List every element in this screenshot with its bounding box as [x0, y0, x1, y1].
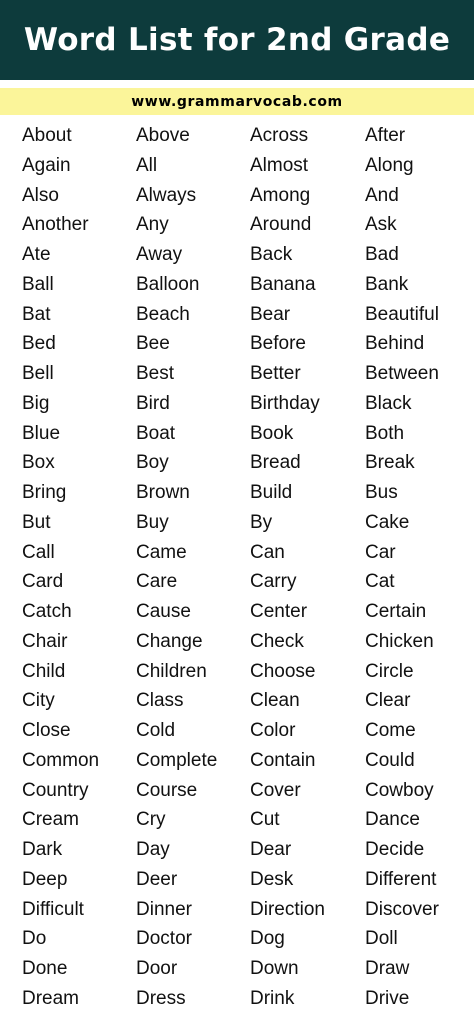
word-cell: Ball	[22, 273, 54, 295]
word-cell: Cold	[136, 720, 176, 741]
word-cell: Draw	[365, 958, 410, 979]
word-cell: By	[250, 511, 273, 533]
word-cell: Bus	[365, 482, 398, 503]
word-cell: Also	[22, 184, 59, 206]
word-cell: Door	[136, 958, 178, 979]
word-cell: Dinner	[136, 898, 192, 920]
word-row	[0, 835, 474, 865]
word-cell: Bird	[136, 392, 170, 414]
word-cell: Dog	[250, 928, 285, 950]
word-cell: Doll	[365, 928, 398, 950]
word-cell: Came	[136, 541, 187, 563]
word-row	[0, 240, 474, 270]
word-cell: Drive	[365, 987, 410, 1009]
word-cell: Banana	[250, 273, 316, 295]
word-cell: Almost	[250, 154, 309, 176]
word-cell: Can	[250, 541, 285, 563]
word-cell: Chair	[22, 630, 68, 652]
word-cell: After	[365, 125, 406, 146]
word-cell: Ate	[22, 244, 51, 265]
word-cell: Change	[136, 630, 203, 652]
word-cell: Card	[22, 571, 64, 593]
word-cell: Child	[22, 660, 66, 682]
word-cell: Decide	[365, 839, 425, 860]
word-cell: Balloon	[136, 273, 200, 295]
word-cell: Bat	[22, 303, 51, 325]
word-cell: Different	[365, 868, 437, 890]
word-cell: Cat	[365, 571, 395, 593]
word-cell: Beautiful	[365, 303, 439, 325]
word-cell: Bread	[250, 452, 301, 474]
word-cell: Above	[136, 125, 190, 146]
word-cell: Cowboy	[365, 779, 434, 801]
word-row	[0, 300, 474, 330]
word-cell: Deep	[22, 868, 68, 890]
word-cell: But	[22, 511, 51, 533]
word-cell: Brown	[136, 482, 190, 503]
word-row	[0, 210, 474, 240]
word-cell: Ask	[365, 214, 397, 236]
word-cell: Choose	[250, 660, 316, 682]
word-cell: Chicken	[365, 630, 434, 652]
word-cell: Carry	[250, 571, 297, 593]
word-row	[0, 329, 474, 359]
word-cell: Dance	[365, 809, 420, 831]
word-cell: Down	[250, 958, 299, 979]
source-url: www.grammarvocab.com	[131, 93, 343, 110]
word-cell: Done	[22, 958, 68, 979]
word-cell: Dream	[22, 987, 80, 1009]
word-cell: Beach	[136, 303, 190, 325]
word-cell: Cake	[365, 511, 410, 533]
word-cell: Car	[365, 541, 396, 563]
word-cell: Along	[365, 154, 414, 176]
word-cell: Again	[22, 154, 71, 176]
word-cell: Difficult	[22, 898, 84, 920]
word-cell: Bed	[22, 333, 56, 355]
word-row	[0, 538, 474, 568]
word-cell: About	[22, 125, 72, 146]
word-cell: Dark	[22, 839, 63, 860]
word-cell: Do	[22, 928, 47, 950]
word-row	[0, 121, 474, 151]
word-cell: Boy	[136, 452, 169, 474]
word-cell: Both	[365, 422, 405, 444]
word-cell: Course	[136, 779, 198, 801]
word-cell: Break	[365, 452, 415, 474]
word-cell: Clean	[250, 690, 300, 712]
word-cell: Common	[22, 749, 100, 771]
url-banner	[0, 88, 474, 115]
word-cell: Discover	[365, 898, 439, 920]
word-cell: Build	[250, 482, 293, 503]
word-cell: Desk	[250, 868, 294, 890]
word-cell: Catch	[22, 601, 72, 622]
word-row	[0, 448, 474, 478]
word-row	[0, 776, 474, 806]
word-cell: Best	[136, 363, 175, 384]
word-cell: Dear	[250, 839, 292, 860]
page-title: Word List for 2nd Grade	[23, 22, 451, 58]
word-cell: Back	[250, 244, 293, 265]
word-cell: Cream	[22, 809, 80, 831]
word-cell: Blue	[22, 422, 61, 444]
word-row	[0, 359, 474, 389]
word-cell: Bank	[365, 273, 409, 295]
word-cell: All	[136, 154, 158, 176]
word-cell: Between	[365, 363, 439, 384]
word-cell: Behind	[365, 333, 425, 355]
title-banner	[0, 0, 474, 80]
word-cell: Drink	[250, 987, 295, 1009]
word-cell: Around	[250, 214, 312, 236]
word-row	[0, 389, 474, 419]
word-row	[0, 597, 474, 627]
word-row	[0, 805, 474, 835]
word-cell: Certain	[365, 601, 427, 622]
word-cell: City	[22, 690, 55, 712]
word-cell: Among	[250, 184, 311, 206]
word-row	[0, 895, 474, 925]
word-cell: Better	[250, 363, 301, 384]
word-cell: Black	[365, 392, 412, 414]
word-row	[0, 984, 474, 1014]
word-cell: Dress	[136, 987, 186, 1009]
word-row	[0, 270, 474, 300]
word-cell: Country	[22, 779, 89, 801]
word-row	[0, 746, 474, 776]
word-grid	[0, 121, 474, 1014]
word-row	[0, 716, 474, 746]
word-cell: Check	[250, 630, 304, 652]
word-cell: Class	[136, 690, 184, 712]
word-row	[0, 657, 474, 687]
word-cell: Doctor	[136, 928, 192, 950]
word-cell: Color	[250, 720, 296, 741]
word-row	[0, 478, 474, 508]
word-cell: Contain	[250, 749, 316, 771]
word-cell: Book	[250, 422, 294, 444]
word-cell: Another	[22, 214, 89, 236]
word-cell: Call	[22, 541, 55, 563]
word-row	[0, 567, 474, 597]
word-cell: Away	[136, 244, 183, 265]
word-cell: Boat	[136, 422, 176, 444]
word-cell: Big	[22, 392, 50, 414]
word-cell: Deer	[136, 868, 178, 890]
word-cell: Bee	[136, 333, 170, 355]
word-row	[0, 419, 474, 449]
word-row	[0, 627, 474, 657]
word-cell: Bear	[250, 303, 291, 325]
word-cell: Direction	[250, 898, 325, 920]
word-row	[0, 181, 474, 211]
word-row	[0, 865, 474, 895]
word-cell: Across	[250, 125, 309, 146]
word-row	[0, 508, 474, 538]
word-cell: Birthday	[250, 392, 320, 414]
word-cell: Cause	[136, 601, 191, 622]
word-cell: Children	[136, 660, 207, 682]
word-cell: Always	[136, 184, 197, 206]
word-cell: Circle	[365, 660, 414, 682]
word-cell: Buy	[136, 511, 169, 533]
word-row	[0, 151, 474, 181]
word-cell: Cover	[250, 779, 301, 801]
word-cell: Clear	[365, 690, 411, 712]
word-cell: And	[365, 184, 399, 206]
word-cell: Cry	[136, 809, 166, 831]
word-cell: Bell	[22, 363, 54, 384]
word-cell: Cut	[250, 809, 280, 831]
word-cell: Close	[22, 720, 71, 741]
word-cell: Before	[250, 333, 306, 355]
word-row	[0, 924, 474, 954]
word-cell: Complete	[136, 749, 218, 771]
word-cell: Care	[136, 571, 178, 593]
word-cell: Center	[250, 601, 308, 622]
word-cell: Could	[365, 749, 415, 771]
word-cell: Box	[22, 452, 55, 474]
word-cell: Day	[136, 839, 170, 860]
word-cell: Bring	[22, 482, 67, 503]
word-cell: Any	[136, 214, 169, 236]
word-cell: Bad	[365, 244, 399, 265]
word-row	[0, 686, 474, 716]
word-row	[0, 954, 474, 984]
word-cell: Come	[365, 720, 416, 741]
